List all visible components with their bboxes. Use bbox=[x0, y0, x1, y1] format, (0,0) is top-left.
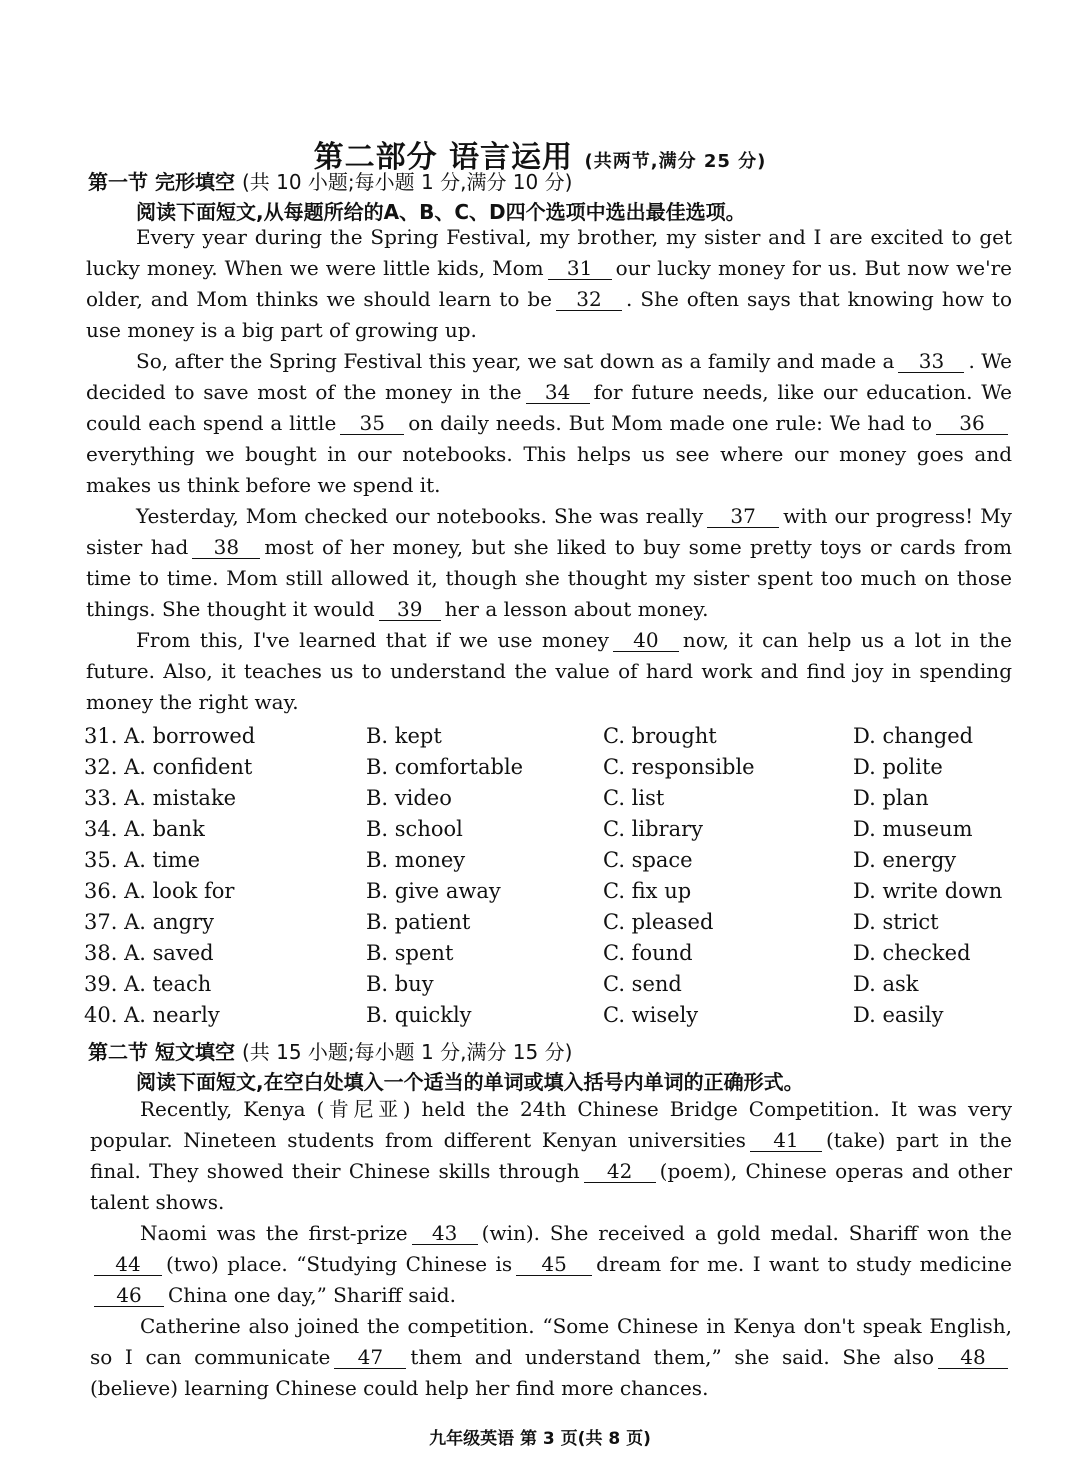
passage-text: . She often says that knowing how to use money is a big part of growing up. bbox=[86, 287, 1012, 342]
option-a: 32. A. confident bbox=[84, 754, 253, 779]
passage-text: Yesterday, Mom checked our notebooks. She was really bbox=[136, 504, 704, 528]
passage-text: So, after the Spring Festival this year, we sat down as a family and made a bbox=[136, 349, 895, 373]
option-d: D. ask bbox=[853, 971, 919, 996]
option-b: B. money bbox=[366, 847, 466, 872]
blank-41: 41 bbox=[750, 1129, 822, 1152]
passage-text: Every year during the Spring Festival, my brother, my sister and I are excited to get lucky money. When we were little kids, Mom bbox=[86, 225, 1012, 280]
option-c: C. found bbox=[603, 940, 693, 965]
option-a: 33. A. mistake bbox=[84, 785, 237, 810]
option-d: D. museum bbox=[853, 816, 973, 841]
option-b: B. comfortable bbox=[366, 754, 524, 779]
option-c: C. library bbox=[603, 816, 704, 841]
blank-35: 35 bbox=[340, 412, 404, 435]
blank-34: 34 bbox=[526, 381, 590, 404]
fill-paragraph-2 bbox=[90, 1218, 1012, 1311]
option-b: B. school bbox=[366, 816, 463, 841]
option-b: B. kept bbox=[366, 723, 442, 748]
option-d: D. checked bbox=[853, 940, 971, 965]
passage-text: (poem), Chinese operas and other talent shows. bbox=[90, 1159, 1012, 1214]
blank-45: 45 bbox=[516, 1253, 592, 1276]
passage-text: China one day,” Shariff said. bbox=[168, 1283, 456, 1307]
passage-text: Recently, Kenya (肯尼亚) held the 24th Chinese Bridge Competition. It was very popular. Nineteen students from different Kenyan universities bbox=[90, 1097, 1012, 1152]
cloze-paragraph-3 bbox=[86, 501, 1012, 625]
option-row-39 bbox=[84, 968, 1024, 999]
option-row-40 bbox=[84, 999, 1024, 1030]
option-d: D. easily bbox=[853, 1002, 944, 1027]
option-b: B. spent bbox=[366, 940, 454, 965]
cloze-options bbox=[84, 720, 1024, 1030]
blank-40: 40 bbox=[613, 629, 679, 652]
passage-text: (two) place. “Studying Chinese is bbox=[166, 1252, 513, 1276]
passage-text: . We decided to save most of the money in the bbox=[86, 349, 1012, 404]
option-a: 39. A. teach bbox=[84, 971, 212, 996]
cloze-passage bbox=[86, 222, 1012, 718]
option-d: D. energy bbox=[853, 847, 957, 872]
option-a: 40. A. nearly bbox=[84, 1002, 220, 1027]
option-b: B. video bbox=[366, 785, 452, 810]
option-d: D. polite bbox=[853, 754, 943, 779]
option-a: 31. A. borrowed bbox=[84, 723, 256, 748]
option-d: D. write down bbox=[853, 878, 1003, 903]
fill-paragraph-3 bbox=[90, 1311, 1012, 1404]
passage-text: on daily needs. But Mom made one rule: We had to bbox=[408, 411, 932, 435]
passage-text: them and understand them,” she said. She also bbox=[410, 1345, 934, 1369]
blank-36: 36 bbox=[936, 412, 1008, 435]
option-b: B. give away bbox=[366, 878, 501, 903]
option-d: D. strict bbox=[853, 909, 939, 934]
passage-text: (win). She received a gold medal. Shariff won the bbox=[481, 1221, 1012, 1245]
passage-text: (take) part in the final. They showed their Chinese skills through bbox=[90, 1128, 1012, 1183]
option-d: D. plan bbox=[853, 785, 929, 810]
option-row-37 bbox=[84, 906, 1024, 937]
blank-31: 31 bbox=[548, 257, 612, 280]
passage-text: (believe) learning Chinese could help her find more chances. bbox=[90, 1376, 709, 1400]
option-c: C. responsible bbox=[603, 754, 755, 779]
option-row-36 bbox=[84, 875, 1024, 906]
blank-48: 48 bbox=[938, 1346, 1008, 1369]
option-c: C. list bbox=[603, 785, 665, 810]
passage-text: our lucky money for us. But now we're older, and Mom thinks we should learn to be bbox=[86, 256, 1012, 311]
option-b: B. patient bbox=[366, 909, 471, 934]
passage-text: now, it can help us a lot in the future. Also, it teaches us to understand the value of hard work and find joy in spending money the right way. bbox=[86, 628, 1012, 714]
cloze-paragraph-1 bbox=[86, 222, 1012, 346]
option-row-33 bbox=[84, 782, 1024, 813]
option-b: B. quickly bbox=[366, 1002, 472, 1027]
blank-47: 47 bbox=[334, 1346, 406, 1369]
page-footer: 九年级英语 第 3 页(共 8 页) bbox=[429, 1429, 651, 1449]
passage-text: with our progress! My sister had bbox=[86, 504, 1012, 559]
blank-43: 43 bbox=[412, 1222, 478, 1245]
blank-39: 39 bbox=[379, 598, 441, 621]
blank-32: 32 bbox=[556, 288, 622, 311]
option-b: B. buy bbox=[366, 971, 434, 996]
option-row-38 bbox=[84, 937, 1024, 968]
section2-title: 第二节 短文填空 bbox=[88, 1040, 235, 1064]
fill-paragraph-1 bbox=[90, 1094, 1012, 1218]
part-title-text: 第二部分 语言运用 bbox=[313, 140, 574, 175]
option-c: C. space bbox=[603, 847, 693, 872]
passage-text: Naomi was the first-prize bbox=[140, 1221, 408, 1245]
blank-46: 46 bbox=[94, 1284, 164, 1307]
option-row-31 bbox=[84, 720, 1024, 751]
option-c: C. brought bbox=[603, 723, 717, 748]
passage-text: for future needs, like our education. We could each spend a little bbox=[86, 380, 1012, 435]
option-row-34 bbox=[84, 813, 1024, 844]
option-row-32 bbox=[84, 751, 1024, 782]
option-c: C. pleased bbox=[603, 909, 714, 934]
blank-38: 38 bbox=[192, 536, 260, 559]
blank-33: 33 bbox=[898, 350, 964, 373]
section2-note: (共 15 小题;每小题 1 分,满分 15 分) bbox=[241, 1040, 573, 1064]
cloze-paragraph-4 bbox=[86, 625, 1012, 718]
passage-text: dream for me. I want to study medicine bbox=[596, 1252, 1012, 1276]
section2-instruction: 阅读下面短文,在空白处填入一个适当的单词或填入括号内单词的正确形式。 bbox=[136, 1070, 804, 1094]
passage-text: Catherine also joined the competition. “Some Chinese in Kenya don't speak English, so I can communicate bbox=[90, 1314, 1012, 1369]
option-a: 38. A. saved bbox=[84, 940, 214, 965]
option-c: C. send bbox=[603, 971, 682, 996]
option-row-35 bbox=[84, 844, 1024, 875]
blank-37: 37 bbox=[707, 505, 779, 528]
option-a: 34. A. bank bbox=[84, 816, 205, 841]
blank-42: 42 bbox=[584, 1160, 656, 1183]
passage-text: her a lesson about money. bbox=[444, 597, 709, 621]
section2-heading bbox=[88, 1036, 572, 1065]
option-a: 37. A. angry bbox=[84, 909, 214, 934]
fill-in-passage bbox=[90, 1094, 1012, 1404]
section1-instruction: 阅读下面短文,从每题所给的A、B、C、D四个选项中选出最佳选项。 bbox=[136, 200, 746, 224]
blank-44: 44 bbox=[94, 1253, 162, 1276]
option-c: C. fix up bbox=[603, 878, 692, 903]
passage-text: everything we bought in our notebooks. This helps us see where our money goes and makes us think before we spend it. bbox=[86, 442, 1012, 497]
section1-heading bbox=[88, 166, 572, 195]
passage-text: most of her money, but she liked to buy some pretty toys or cards from time to time. Mom still allowed it, though she thought my sister spent too much on those things. She thought it would bbox=[86, 535, 1012, 621]
option-a: 35. A. time bbox=[84, 847, 201, 872]
section1-note: (共 10 小题;每小题 1 分,满分 10 分) bbox=[241, 170, 573, 194]
section1-title: 第一节 完形填空 bbox=[88, 170, 235, 194]
option-c: C. wisely bbox=[603, 1002, 699, 1027]
option-a: 36. A. look for bbox=[84, 878, 235, 903]
option-d: D. changed bbox=[853, 723, 974, 748]
part-subtitle: (共两节,满分 25 分) bbox=[584, 151, 767, 172]
passage-text: From this, I've learned that if we use money bbox=[136, 628, 609, 652]
cloze-paragraph-2 bbox=[86, 346, 1012, 501]
